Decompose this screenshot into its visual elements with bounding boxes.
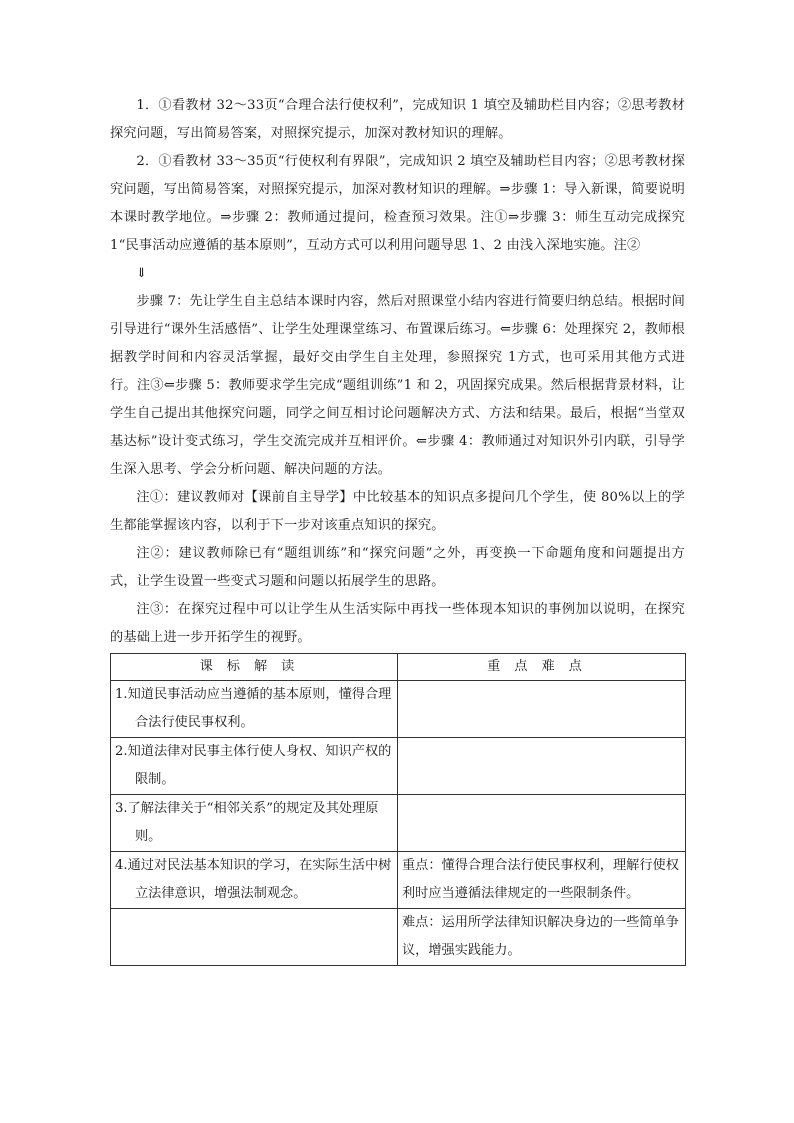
cell-text: 2.知道法律对民事主体行使人身权、知识产权的限制。 — [115, 744, 392, 787]
cell-text: 4.通过对民法基本知识的学习，在实际生活中树立法律意识，增强法制观念。 — [115, 858, 392, 901]
header-standards: 课标解读 — [111, 654, 398, 681]
table-cell — [111, 738, 398, 795]
paragraph-1: 1．①看教材 32～33页“合理合法行使权利”，完成知识 1 填空及辅助栏目内容；②思考教材探究问题，写出简易答案，对照探究提示，加深对教材知识的理解。 — [110, 98, 685, 141]
paragraph-step-7: 步骤 7：先让学生自主总结本课时内容，然后对照课堂小结内容进行简要归纳总结。根据时间引导进行“课外生活感悟”、让学生处理课堂练习、布置课后练习。⇐步骤 6：处理探究 2，教师根据教学时间和内容灵活掌握，最好交由学生自主处理，参照探究 1方式，也可采用其他方式进行。注③⇐步骤 5：教师要求学生完成“题组训练”1 和 2，巩固探究成果。然后根据背景材料，让学生自己提出其他探究问题，同学之间互相讨论问题解决方式、方法和结果。最后，根据“当堂双基达标”设计变式练习，学生交流完成并互相评价。⇐步骤 4：教师通过对知识外引内联，引导学生深入思考、学会分析问题、解决问题的方法。 — [110, 294, 685, 477]
note-1: 注①：建议教师对【课前自主导学】中比较基本的知识点多提问几个学生，使 80%以上的学生都能掌握该内容，以利于下一步对该重点知识的探究。 — [110, 490, 685, 533]
header-key-points: 重点难点 — [398, 654, 686, 681]
down-arrow-icon: ⇓ — [136, 266, 147, 281]
cell-text: 3.了解法律关于“相邻关系”的规定及其处理原则。 — [115, 801, 379, 844]
table-cell — [398, 909, 686, 966]
table-cell — [111, 852, 398, 909]
table-cell — [398, 738, 686, 795]
table-row — [111, 738, 686, 795]
table-cell — [398, 795, 686, 852]
table-cell — [398, 681, 686, 738]
table-cell — [111, 909, 398, 966]
document-page — [110, 92, 685, 966]
note-2: 注②：建议教师除已有“题组训练”和“探究问题”之外，再变换一下命题角度和问题提出方式，让学生设置一些变式习题和问题以拓展学生的思路。 — [110, 546, 685, 589]
table-row — [111, 852, 686, 909]
cell-text: 1.知道民事活动应当遵循的基本原则，懂得合理合法行使民事权利。 — [115, 687, 392, 730]
cell-text: 难点：运用所学法律知识解决身边的一些简单争议，增强实践能力。 — [402, 915, 679, 958]
table-row — [111, 909, 686, 966]
table-row — [111, 795, 686, 852]
table-header-row — [111, 654, 686, 681]
note-3: 注③：在探究过程中可以让学生从生活实际中再找一些体现本知识的事例加以说明，在探究的基础上进一步开拓学生的视野。 — [110, 602, 685, 645]
standards-table — [110, 653, 686, 966]
paragraph-2: 2．①看教材 33～35页“行使权利有界限”，完成知识 2 填空及辅助栏目内容；②思考教材探究问题，写出简易答案，对照探究提示，加深对教材知识的理解。⇒步骤 1：导入新课，简要说明本课时教学地位。⇒步骤 2：教师通过提问，检查预习效果。注①⇒步骤 3：师生互动完成探究 1“民事活动应遵循的基本原则”，互动方式可以利用问题导思 1、2 由浅入深地实施。注② — [110, 154, 685, 253]
table-row — [111, 681, 686, 738]
table-cell — [111, 795, 398, 852]
cell-text: 重点：懂得合理合法行使民事权利，理解行使权利时应当遵循法律规定的一些限制条件。 — [402, 858, 679, 901]
table-cell — [111, 681, 398, 738]
table-cell — [398, 852, 686, 909]
